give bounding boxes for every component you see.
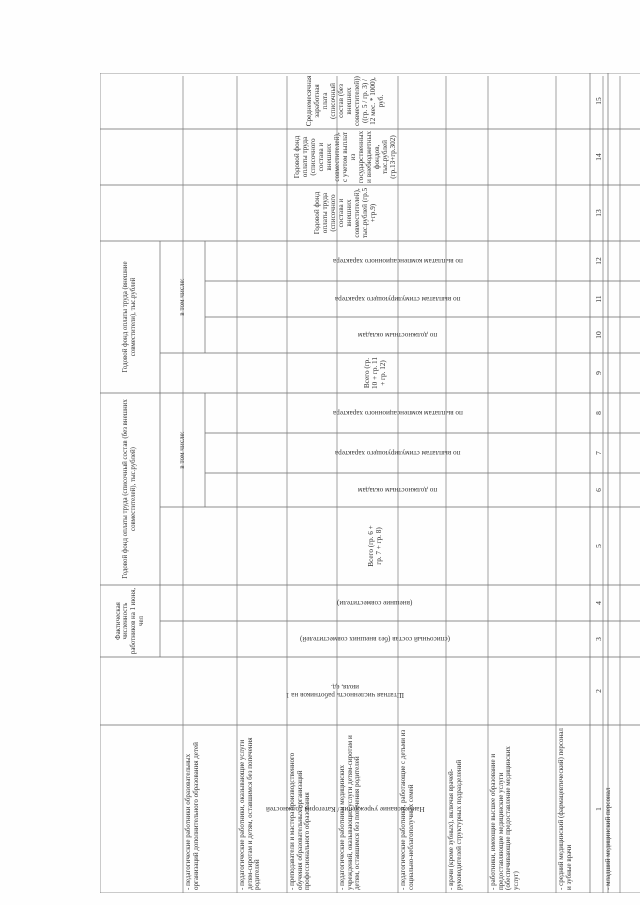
header-text: по выплатам стимулирующего характера <box>334 449 461 458</box>
header-text: Годовой фонд оплаты труда (списочного состава и внешних совместителей), тыс.рублей (гр.5 +гр.9) <box>312 187 378 239</box>
header-name-category <box>100 725 590 893</box>
col-number-13 <box>590 185 608 241</box>
header-fund2-compensation <box>205 241 590 281</box>
row-label: - работники, имеющие высшее образование и предоставляющие медицинские услуги (обеспечивающие предоставление медицинских услуг) <box>489 746 521 890</box>
col-number-6 <box>590 473 608 507</box>
header-text: по выплатам стимулирующего характера <box>334 295 461 304</box>
header-text: по должностным окладам <box>357 486 438 495</box>
col-number-text: 6 <box>593 488 603 492</box>
col-number-1 <box>590 725 608 893</box>
header-annual-fund <box>100 185 590 241</box>
header-fund1-salary <box>205 473 590 507</box>
header-fund2-incl <box>160 241 205 353</box>
col-number-text: 3 <box>593 637 603 641</box>
header-text: в том числе: <box>178 278 187 316</box>
col-number-3 <box>590 621 608 657</box>
col-number-4 <box>590 585 608 621</box>
header-fund1-incl <box>160 393 205 507</box>
col-number-7 <box>590 433 608 473</box>
col-number-8 <box>590 393 608 433</box>
row-label: - педагогические работники, оказывающие услуги детям-сиротам и детям, оставшимся без попечения родителей <box>238 737 262 890</box>
header-fact-staff <box>160 621 590 657</box>
col-number-text: 8 <box>593 411 603 415</box>
col-number-text: 11 <box>593 295 603 303</box>
col-number-text: 1 <box>593 807 603 811</box>
col-number-text: 10 <box>593 331 603 339</box>
header-text: Годовой фонд оплаты труда (списочного состава и внешних совместителей), с учетом выплат из государственных и внебюджетных фондов, тыс.рублей (гр.13+гр.302) <box>292 130 398 184</box>
header-text: (списочный состав (без внешних совместителей) <box>300 635 450 644</box>
header-text: Годовой фонд оплаты труда (внешние совместители), тыс.рублей <box>122 261 137 373</box>
header-text: Фактическая численность работников на 1 июня, чел <box>114 587 145 655</box>
header-text: Годовой фонд оплаты труда (списочный состав (без внешних совместителей), тыс.рублей) <box>122 399 137 579</box>
col-number-10 <box>590 317 608 353</box>
col-number-5 <box>590 507 608 585</box>
col-number-text: 2 <box>593 689 603 693</box>
header-text: по выплатам компенсационного характера <box>332 257 463 266</box>
header-fact-group <box>100 585 160 657</box>
col-number-12 <box>590 241 608 281</box>
row-label: - младший медицинский персонал <box>604 787 612 890</box>
row-label: - педагогические работники, работающие с детьми из социально-неблагополучных семей <box>399 729 415 890</box>
col-number-text: 4 <box>593 601 603 605</box>
header-annual-fund-with-payments <box>100 129 590 185</box>
col-number-text: 7 <box>593 451 603 455</box>
header-text: в том числе: <box>178 431 187 469</box>
header-text: по должностным окладам <box>357 331 438 340</box>
col-number-15 <box>590 73 608 129</box>
header-text: Всего (гр. 10 + гр. 11 + гр. 12) <box>362 357 388 389</box>
header-fund2-total <box>160 353 590 393</box>
row-label: - педагогические работники образовательных организаций дополнительного образования детей <box>184 742 200 890</box>
col-number-text: 5 <box>593 544 603 548</box>
col-number-11 <box>590 281 608 317</box>
header-text: по выплатам компенсационного характера <box>332 409 463 418</box>
header-fact-external <box>160 585 590 621</box>
header-text: Штатная численность работников на 1 июля, ед. <box>285 683 405 700</box>
row-label: - преподаватели и мастера производственного обучения образовательных организаций профессионального образования <box>288 752 312 890</box>
header-fund1-stimulating <box>205 433 590 473</box>
header-fund2-salary <box>205 317 590 353</box>
rotated-table <box>100 73 640 893</box>
header-text: (внешние совместители) <box>337 599 413 608</box>
col-number-text: 14 <box>593 153 603 161</box>
header-text: Среднемесячная заработная плата (списочный состав (без внешних совместителей)) ((гр. 5 / гр. 3) / 12 мес. * 1000), руб. <box>304 75 386 127</box>
header-text: Всего (гр. 6 + гр. 7 + гр. 8) <box>366 525 383 567</box>
header-staff-count <box>100 657 590 725</box>
header-fund2-group <box>100 241 160 393</box>
header-text: Наименование учреждения / Категория должностей <box>265 805 425 814</box>
col-number-2 <box>590 657 608 725</box>
row-label: - врачи (кроме зубных), включая врачей-руководителей структурных подразделений <box>447 759 463 890</box>
col-number-9 <box>590 353 608 393</box>
col-number-text: 15 <box>593 97 603 105</box>
header-fund1-group <box>100 393 160 585</box>
header-fund2-stimulating <box>205 281 590 317</box>
header-fund1-total <box>160 507 590 585</box>
col-number-text: 9 <box>593 371 603 375</box>
row-label: - педагогические работники медицинских учреждений, оказывающих услуги детям-сиротам и детям, оставшимся без попечения родителей <box>338 735 362 890</box>
header-average-salary <box>100 73 590 129</box>
header-fund1-compensation <box>205 393 590 433</box>
col-number-text: 13 <box>593 209 603 217</box>
col-number-text: 12 <box>593 257 603 265</box>
row-label: - средний медицинский (фармацевтический) персонал и зубные врачи <box>557 728 573 890</box>
col-number-14 <box>590 129 608 185</box>
